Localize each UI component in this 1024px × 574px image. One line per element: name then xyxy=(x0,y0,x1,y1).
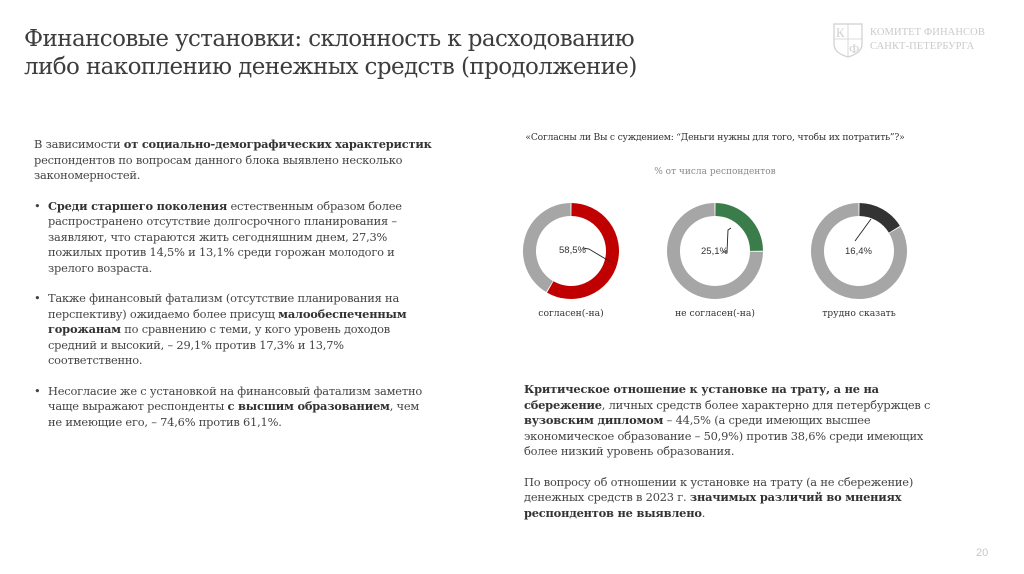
donut-hard-to-say-label: трудно сказать xyxy=(822,308,896,319)
svg-text:К: К xyxy=(836,25,845,40)
bullet-icon: • xyxy=(34,383,41,398)
page-number: 20 xyxy=(976,547,989,559)
donut-agree-value: 58,5% xyxy=(559,245,586,256)
year-comparison-paragraph: По вопросу об отношении к установке на трату (а не сбережение) денежных средств в 2023 г. значимых различий во мнениях респондентов не выявлено. xyxy=(524,474,914,520)
finding-item: • Также финансовый фатализм (отсутствие планирования на перспективу) ожидаемо более присущ малообеспеченным горожанам по сравнению с теми, у кого уровень доходов средний и высокий, – 29,1% против 17,3% и 13,7% соответственно. xyxy=(34,291,407,367)
bullet-icon: • xyxy=(34,198,41,213)
donut-disagree-value: 25,1% xyxy=(701,246,728,257)
bullet-icon: • xyxy=(34,291,41,305)
title-line-2: либо накоплению денежных средств (продолжение) xyxy=(24,54,637,80)
left-column-text xyxy=(34,137,434,445)
right-column-text xyxy=(524,382,954,536)
findings-list xyxy=(34,199,434,431)
donut-agree-label: согласен(-на) xyxy=(538,308,604,319)
svg-text:Ф: Ф xyxy=(849,41,860,56)
title-line-1: Финансовые установки: склонность к расходованию xyxy=(24,26,635,52)
donut-hard-to-say-value: 16,4% xyxy=(845,246,872,257)
chart-question: «Согласны ли Вы с суждением: “Деньги нужны для того, чтобы их потратить”?» xyxy=(525,132,905,143)
finding-item: • Несогласие же с установкой на финансовый фатализм заметно чаще выражают респонденты с высшим образованием, чем не имеющие его, – 74,6% против 61,1%. xyxy=(34,383,422,429)
committee-emblem-icon xyxy=(832,22,864,58)
education-paragraph: Критическое отношение к установке на трату, а не на сбережение, личных средств более характерно для петербуржцев с вузовским дипломом – 44,5% (а среди имеющих высшее экономическое образование – 50,9%) против 38,6% среди имеющих более низкий уровень образования. xyxy=(524,382,931,458)
donut-disagree-label: не согласен(-на) xyxy=(675,308,755,319)
finding-item: • Среди старшего поколения естественным образом более распространено отсутствие долгосрочного планирования – заявляют, что стараются жить сегодняшним днем, 27,3% пожилых против 14,5% и 13,1% среди горожан молодого и зрелого возраста. xyxy=(34,198,402,275)
intro-paragraph: В зависимости от социально-демографических характеристик респондентов по вопросам данного блока выявлено несколько закономерностей. xyxy=(34,137,432,182)
chart-subtitle: % от числа респондентов xyxy=(654,167,776,177)
page-title xyxy=(24,25,744,81)
donut-agree xyxy=(521,201,621,301)
donut-disagree xyxy=(665,201,765,301)
donut-hard-to-say xyxy=(809,201,909,301)
logo-text: КОМИТЕТ ФИНАНСОВ САНКТ-ПЕТЕРБУРГА xyxy=(870,27,985,52)
logo xyxy=(832,20,1012,60)
